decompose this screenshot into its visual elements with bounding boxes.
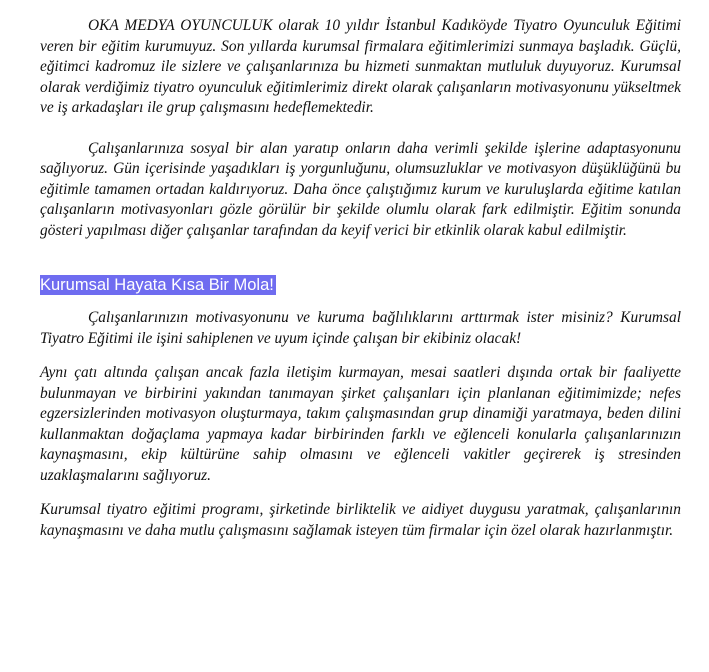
section-paragraph-2: Aynı çatı altında çalışan ancak fazla iletişim kurmayan, mesai saatleri dışında ortak bir faaliyette bulunmayan ve birbirini yakından tanımayan şirket çalışanları için planlanan eğitimimizde; nefes egzersizlerinden motivasyon oluşturmaya, takım çalışmasından grup dinamiği yaratmaya, beden dilini kullanmaktan doğaçlama yapmaya kadar birbirinden farklı ve eğlenceli konularla çalışanlarınızın kaynaşmasını, ekip kültürüne sahip olmasını ve eğlenceli vakitler geçirerek iş stresinden uzaklaşmalarını sağlıyoruz. [40, 364, 681, 484]
document-page [40, 16, 681, 541]
section-paragraph-3: Kurumsal tiyatro eğitimi programı, şirketinde birliktelik ve aidiyet duygusu yaratmak, çalışanlarının kaynaşmasını ve daha mutlu çalışmasını sağlamak isteyen tüm firmalar için özel olarak hazırlanmıştır. [40, 501, 681, 539]
section-heading-container [40, 275, 681, 295]
intro-paragraph-2: Çalışanlarınıza sosyal bir alan yaratıp onların daha verimli şekilde işlerine adaptasyonunu sağlıyoruz. Gün içerisinde yaşadıkları iş yorgunluğunu, olumsuzluklar ve motivasyon düşüklüğünü bu eğitimle tamamen ortadan kaldırıyoruz. Daha önce çalıştığımız kurum ve kuruluşlarda eğitime katılan çalışanların motivasyonları gözle görülür bir şekilde olumlu olarak fark edilmiştir. Eğitim sonunda gösteri yapılması diğer çalışanlar tarafından da keyif verici bir etkinlik olarak kabul edilmiştir. [40, 139, 681, 239]
intro-paragraph-1: OKA MEDYA OYUNCULUK olarak 10 yıldır İstanbul Kadıköyde Tiyatro Oyunculuk Eğitimi veren bir eğitim kurumuyuz. Son yıllarda kurumsal firmalara eğitimlerimizi sunmaya başladık. Güçlü, eğitimci kadromuz ile sizlere ve çalışanlarınıza bu hizmeti sunmaktan mutluluk duyuyoruz. Kurumsal olarak verdiğimiz tiyatro oyunculuk eğitimlerimiz direkt olarak çalışanların motivasyonunu yükseltmek ve iş arkadaşları ile grup çalışmasını hedeflemektedir. [40, 17, 681, 116]
section-paragraph-1: Çalışanlarınızın motivasyonunu ve kuruma bağlılıklarını arttırmak ister misiniz? Kurumsal Tiyatro Eğitimi ile işini sahiplenen ve uyum içinde çalışan bir ekibiniz olacak! [40, 309, 681, 347]
section-heading: Kurumsal Hayata Kısa Bir Mola! [40, 276, 274, 294]
